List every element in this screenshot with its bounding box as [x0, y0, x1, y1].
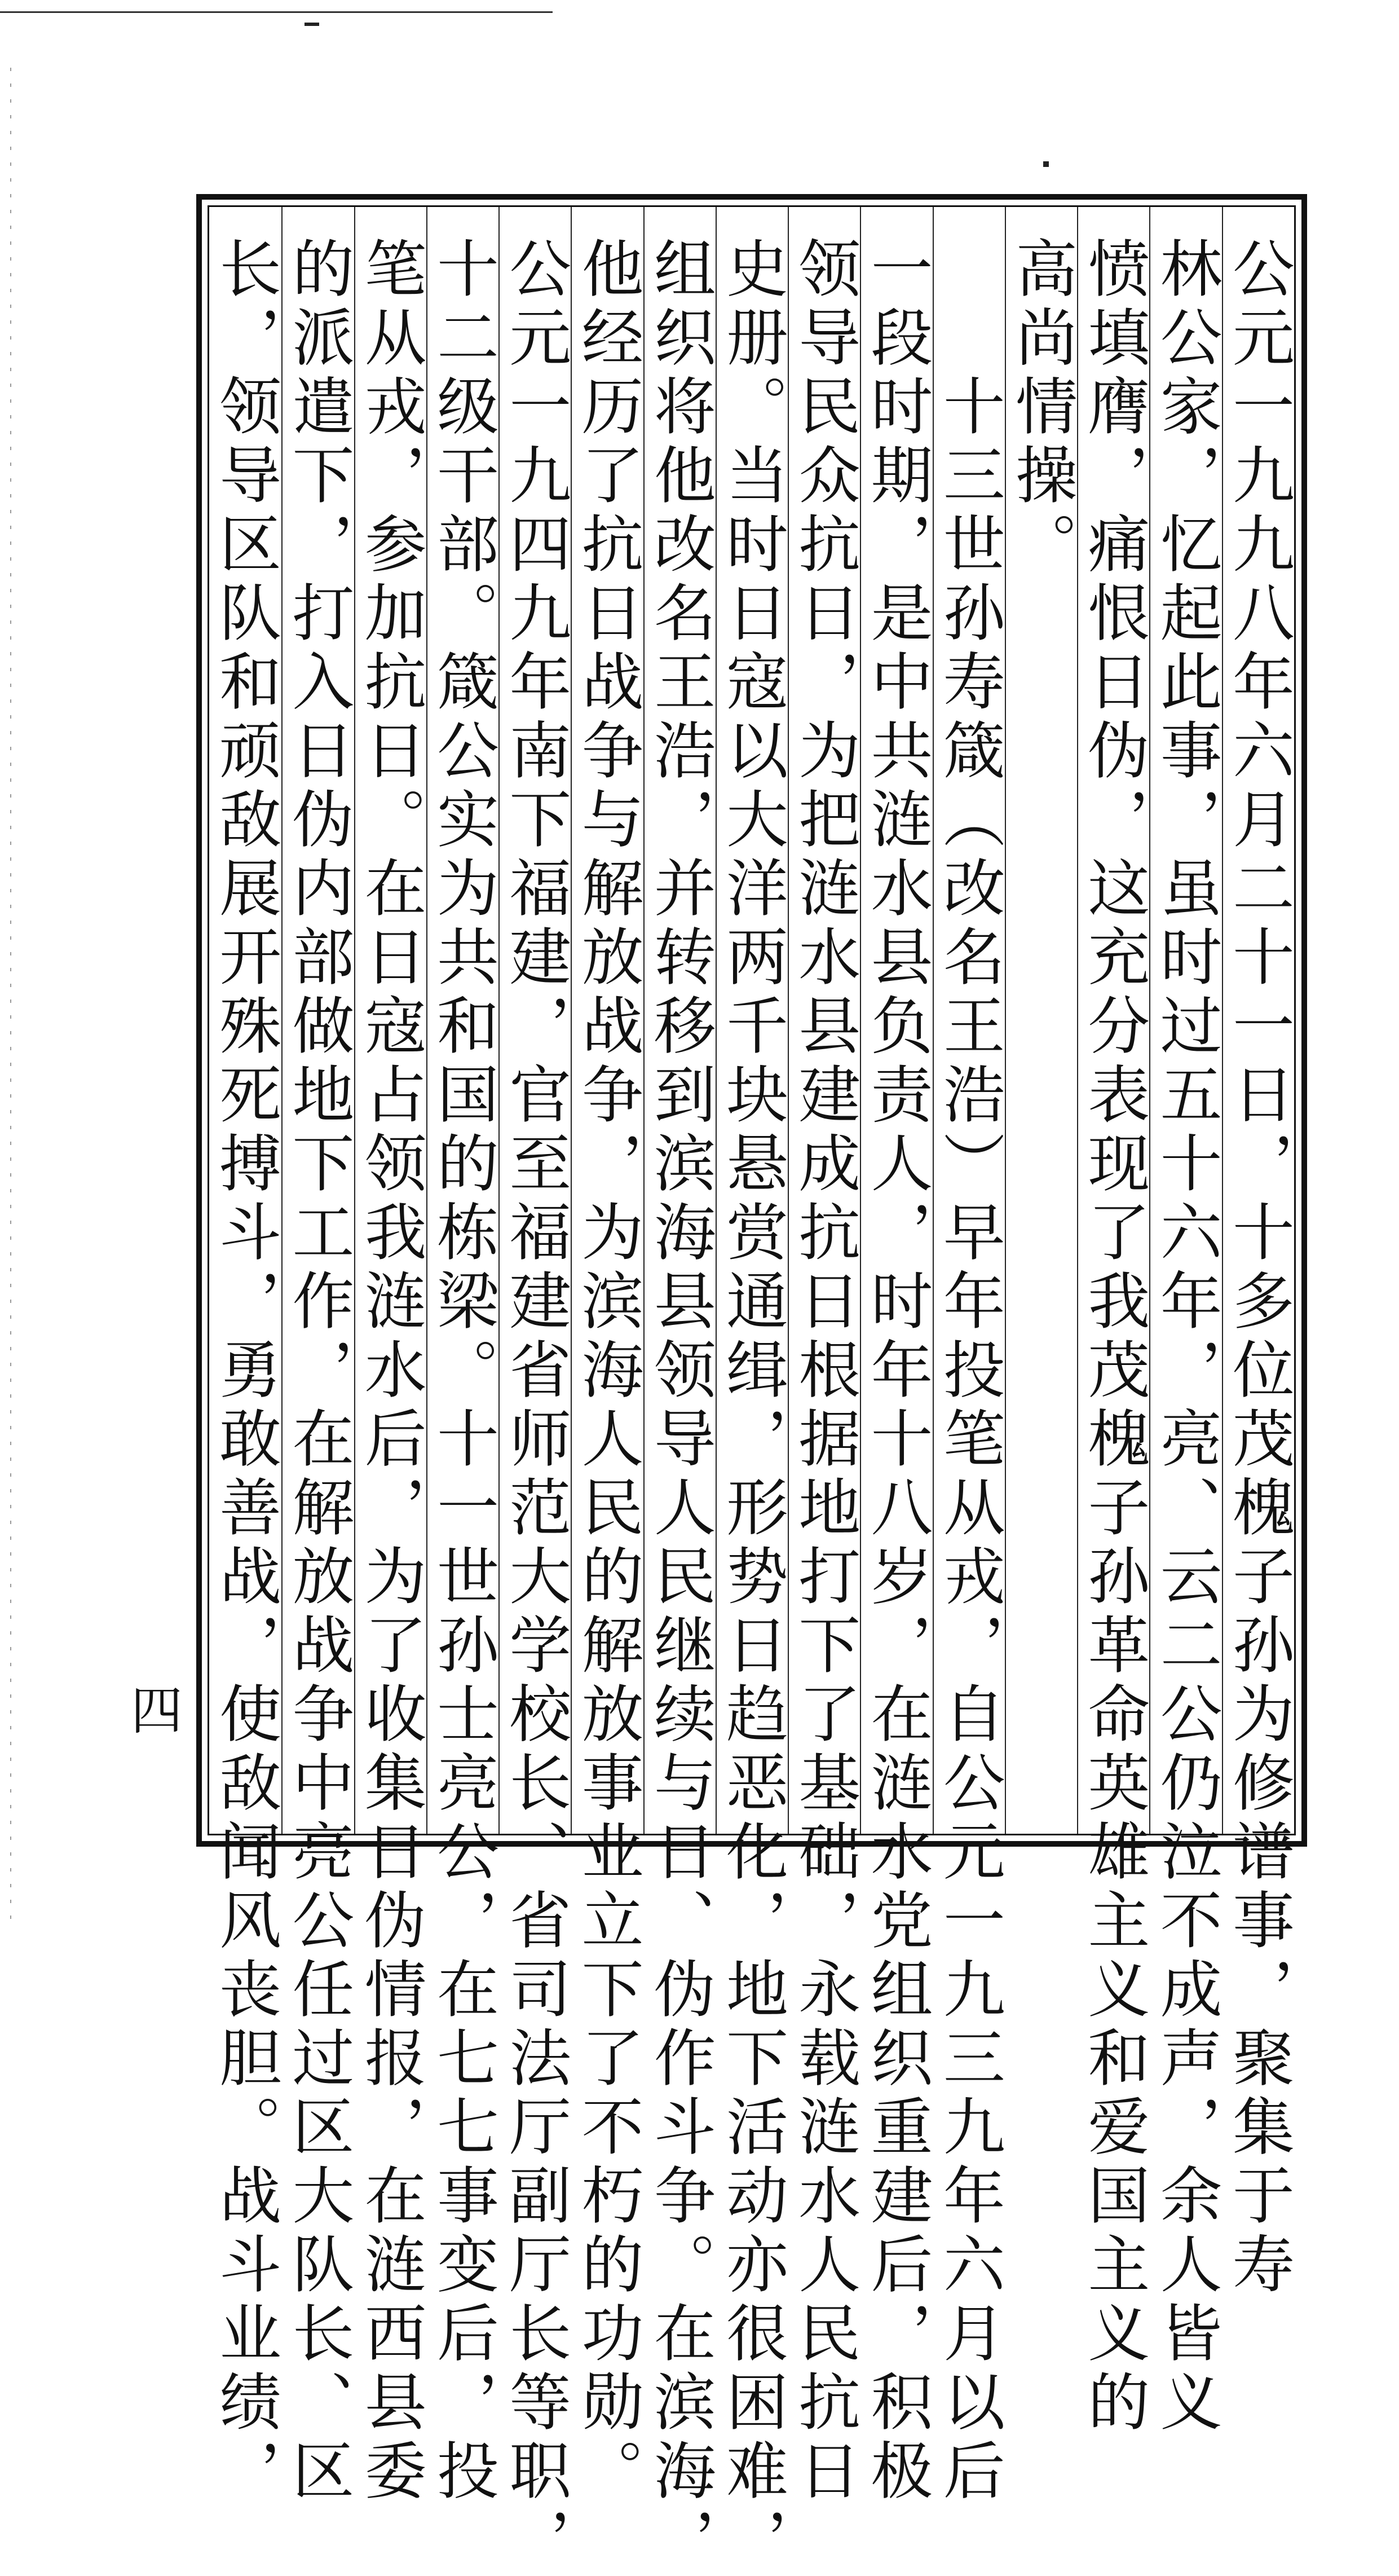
- text-column: [1149, 207, 1223, 2438]
- scan-artifact-dot: [1043, 161, 1049, 167]
- column-text: 笔从戎，参加抗日。在日寇占领我涟水后，为了收集日伪情报，在涟西县委: [354, 236, 427, 2507]
- column-text: 史册。当时日寇以大洋两千块悬赏通缉，形势日趋恶化，地下活动亦很困难，: [716, 236, 788, 2576]
- text-column: [788, 207, 861, 2507]
- scan-artifact-line: [0, 11, 553, 13]
- column-text: 公元一九四九年南下福建，官至福建省师范大学校长、省司法厅副厅长等职，: [499, 236, 572, 2576]
- text-column: [1222, 207, 1295, 2301]
- text-column: [354, 207, 427, 2507]
- column-text: 高尚情操。: [1005, 236, 1078, 580]
- text-frame-inner: [208, 205, 1296, 2576]
- column-text: 一段时期，是中共涟水县负责人，时年十八岁，在涟水党组织重建后，积极: [860, 236, 933, 2507]
- text-column: [281, 207, 355, 2507]
- column-text: 十三世孙寿箴（改名王浩）早年投笔从戎，自公元一九三九年六月以后: [933, 236, 1005, 2507]
- column-text: 组织将他改名王浩，并转移到滨海县领导人民继续与日、伪作斗争。在滨海，: [643, 236, 716, 2576]
- text-column: [1005, 207, 1077, 1834]
- text-column: [716, 207, 788, 2576]
- text-column: [209, 207, 282, 2507]
- column-text: 公元一九九八年六月二十一日，十多位茂槐子孙为修谱事，聚集于寿: [1222, 236, 1295, 2301]
- text-column: [643, 207, 716, 2576]
- text-column: [426, 207, 499, 2507]
- text-column: [860, 207, 933, 2507]
- column-text: 领导民众抗日，为把涟水县建成抗日根据地打下了基础，永载涟水人民抗日: [788, 236, 861, 2507]
- column-text: 林公家，忆起此事，虽时过五十六年，亮、云二公仍泣不成声，余人皆义: [1150, 236, 1223, 2438]
- column-text: 长，领导区队和顽敌展开殊死搏斗，勇敢善战，使敌闻风丧胆。战斗业绩，: [209, 236, 282, 2507]
- page-number: 四: [131, 1681, 183, 1741]
- text-column: [571, 207, 644, 2507]
- text-columns: [209, 207, 1295, 2576]
- text-column: [933, 207, 1005, 2507]
- text-column: [498, 207, 572, 2576]
- column-text: 的派遣下，打入日伪内部做地下工作，在解放战争中亮公任过区大队长、区: [282, 236, 355, 2507]
- column-text: 愤填膺，痛恨日伪，这充分表现了我茂槐子孙革命英雄主义和爱国主义的: [1078, 236, 1150, 2438]
- column-text: 十二级干部。箴公实为共和国的栋梁。十一世孙士亮公，在七七事变后，投: [426, 236, 499, 2507]
- text-frame: [196, 194, 1307, 2576]
- text-column: [1077, 207, 1150, 2438]
- scan-edge: [10, 68, 11, 1929]
- scan-artifact-dot: [304, 23, 319, 26]
- column-text: 他经历了抗日战争与解放战争，为滨海人民的解放事业立下了不朽的功勋。: [571, 236, 644, 2507]
